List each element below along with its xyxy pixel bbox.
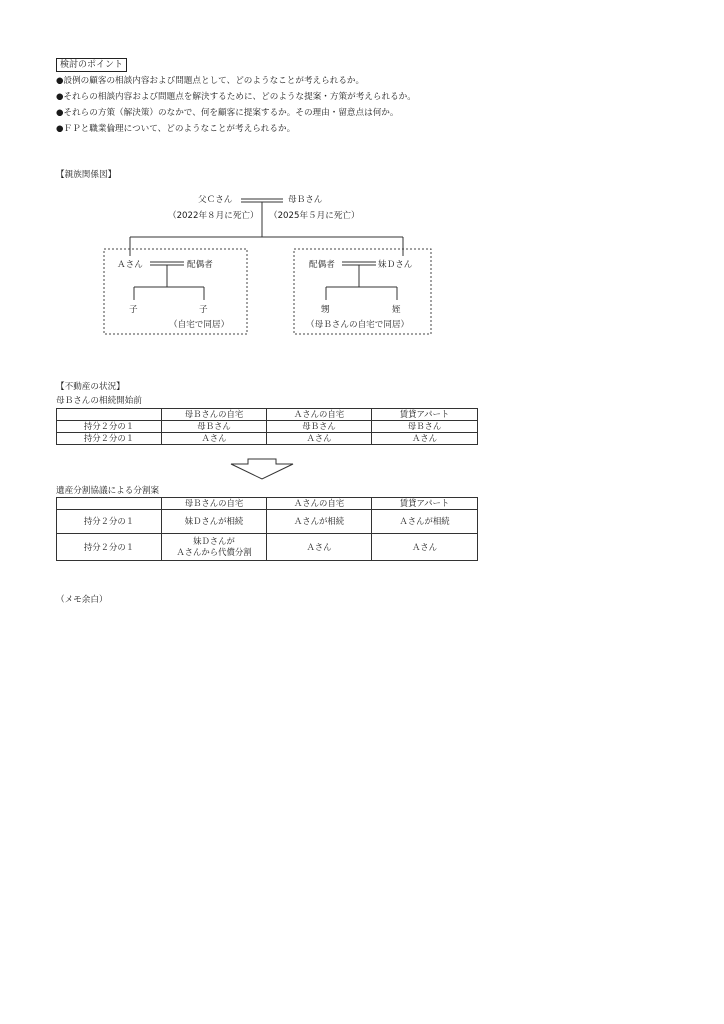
header-cell [57, 409, 162, 421]
table-row [57, 421, 478, 433]
table-row [57, 510, 478, 534]
table-cell: 持分２分の１ [57, 433, 162, 445]
cell-line: 妹Ｄさんが [193, 536, 235, 546]
realestate-heading: 【不動産の状況】 [56, 382, 125, 392]
table-cell: Ａさんが相続 [372, 510, 478, 534]
father-c-note: （2022年８月に死亡） [168, 211, 259, 221]
partition-plan-table [56, 497, 478, 561]
table-cell: 妹Ｄさんが相続 [162, 510, 267, 534]
header-cell: 母Ｂさんの自宅 [162, 409, 267, 421]
review-point-4: ●ＦＰと職業倫理について、どのようなことが考えられるか。 [56, 124, 296, 134]
person-d-child-1: 甥 [321, 305, 330, 315]
person-a-child-2-note: （自宅で同居） [169, 320, 230, 330]
table-cell: 母Ｂさん [267, 421, 372, 433]
person-a-spouse: 配偶者 [187, 260, 213, 270]
mother-b-note: （2025年５月に死亡） [269, 211, 360, 221]
review-point-1: ●設例の顧客の相談内容および問題点として、どのようなことが考えられるか。 [56, 76, 365, 86]
person-a-child-1: 子 [129, 305, 138, 315]
table-cell [162, 534, 267, 561]
before-inheritance-table [56, 408, 478, 445]
table-header-row [57, 409, 478, 421]
table-row [57, 534, 478, 561]
mother-b: 母Ｂさん [288, 195, 323, 205]
header-cell: Ａさんの自宅 [267, 409, 372, 421]
person-d-child-2: 姪 [392, 305, 401, 315]
table-header-row [57, 498, 478, 510]
table-cell: 持分２分の１ [57, 510, 162, 534]
review-point-2: ●それらの相談内容および問題点を解決するために、どのような提案・方策が考えられるか。 [56, 92, 416, 102]
table-cell: 母Ｂさん [162, 421, 267, 433]
header-cell: 賃貸アパート [372, 498, 478, 510]
family-tree-heading: 【親族関係図】 [56, 170, 117, 180]
father-c: 父Ｃさん [198, 195, 233, 205]
person-d: 妹Ｄさん [378, 260, 413, 270]
table-cell: 持分２分の１ [57, 421, 162, 433]
person-a-child-2: 子 [199, 305, 208, 315]
header-cell [57, 498, 162, 510]
table-cell: Ａさんが相続 [267, 510, 372, 534]
review-point-3: ●それらの方策（解決策）のなかで、何を顧客に提案するか。その理由・留意点は何か。 [56, 108, 399, 118]
header-cell: Ａさんの自宅 [267, 498, 372, 510]
down-arrow-icon [231, 459, 293, 479]
table-cell: Ａさん [372, 433, 478, 445]
table-cell: Ａさん [162, 433, 267, 445]
header-cell: 賃貸アパート [372, 409, 478, 421]
header-cell: 母Ｂさんの自宅 [162, 498, 267, 510]
person-d-spouse: 配偶者 [309, 260, 335, 270]
person-d-children-note: （母Ｂさんの自宅で同居） [306, 320, 410, 330]
person-a: Ａさん [117, 260, 143, 270]
partition-plan-label: 遺産分割協議による分割案 [56, 486, 160, 496]
before-inheritance-label: 母Ｂさんの相続開始前 [56, 396, 142, 406]
cell-line: Ａさんから代償分割 [176, 547, 252, 557]
table-cell: 母Ｂさん [372, 421, 478, 433]
table-cell: Ａさん [372, 534, 478, 561]
table-row [57, 433, 478, 445]
table-cell: Ａさん [267, 534, 372, 561]
table-cell: Ａさん [267, 433, 372, 445]
review-points-title: 検討のポイント [56, 58, 127, 72]
table-cell: 持分２分の１ [57, 534, 162, 561]
memo-space-label: （メモ余白） [56, 595, 108, 605]
